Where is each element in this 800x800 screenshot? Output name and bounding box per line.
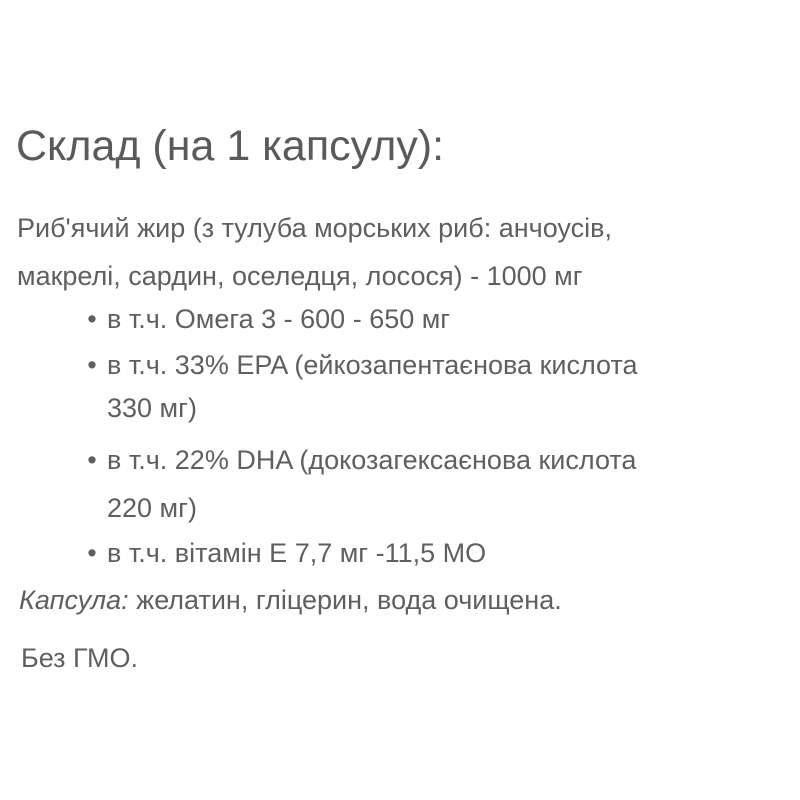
bullet-icon: • xyxy=(87,538,97,568)
fish-oil-line-2: макрелі, сардин, оселедця, лосося) - 1000 мг xyxy=(17,261,583,291)
composition-title: Склад (на 1 капсулу): xyxy=(16,122,445,170)
capsule-label: Капсула: xyxy=(19,585,129,615)
capsule-composition xyxy=(19,576,562,624)
capsule-text: желатин, гліцерин, вода очищена. xyxy=(128,585,562,615)
ingredient-list xyxy=(0,296,800,572)
bullet-icon: • xyxy=(87,350,97,380)
fish-oil-line-1: Риб'ячий жир (з тулуба морських риб: анчоусів, xyxy=(17,213,612,243)
list-item-text: в т.ч. Омега 3 - 600 - 650 мг xyxy=(107,304,451,334)
list-item-dha xyxy=(0,436,800,528)
bullet-icon: • xyxy=(87,304,97,334)
bullet-icon: • xyxy=(87,445,97,475)
list-item-text-continuation: 220 мг) xyxy=(107,493,197,523)
list-item-text-continuation: 330 мг) xyxy=(107,393,197,423)
list-item-vitamin-e xyxy=(0,530,800,576)
fish-oil-description xyxy=(17,204,787,300)
list-item-omega3 xyxy=(0,296,800,342)
list-item-text: в т.ч. вітамін Е 7,7 мг -11,5 МО xyxy=(107,538,487,568)
list-item-epa xyxy=(0,342,800,434)
list-item-text: в т.ч. 22% DHA (докозагексаєнова кислота xyxy=(107,445,637,475)
list-item-text: в т.ч. 33% EPA (ейкозапентаєнова кислота xyxy=(107,350,638,380)
no-gmo-note: Без ГМО. xyxy=(21,643,139,673)
